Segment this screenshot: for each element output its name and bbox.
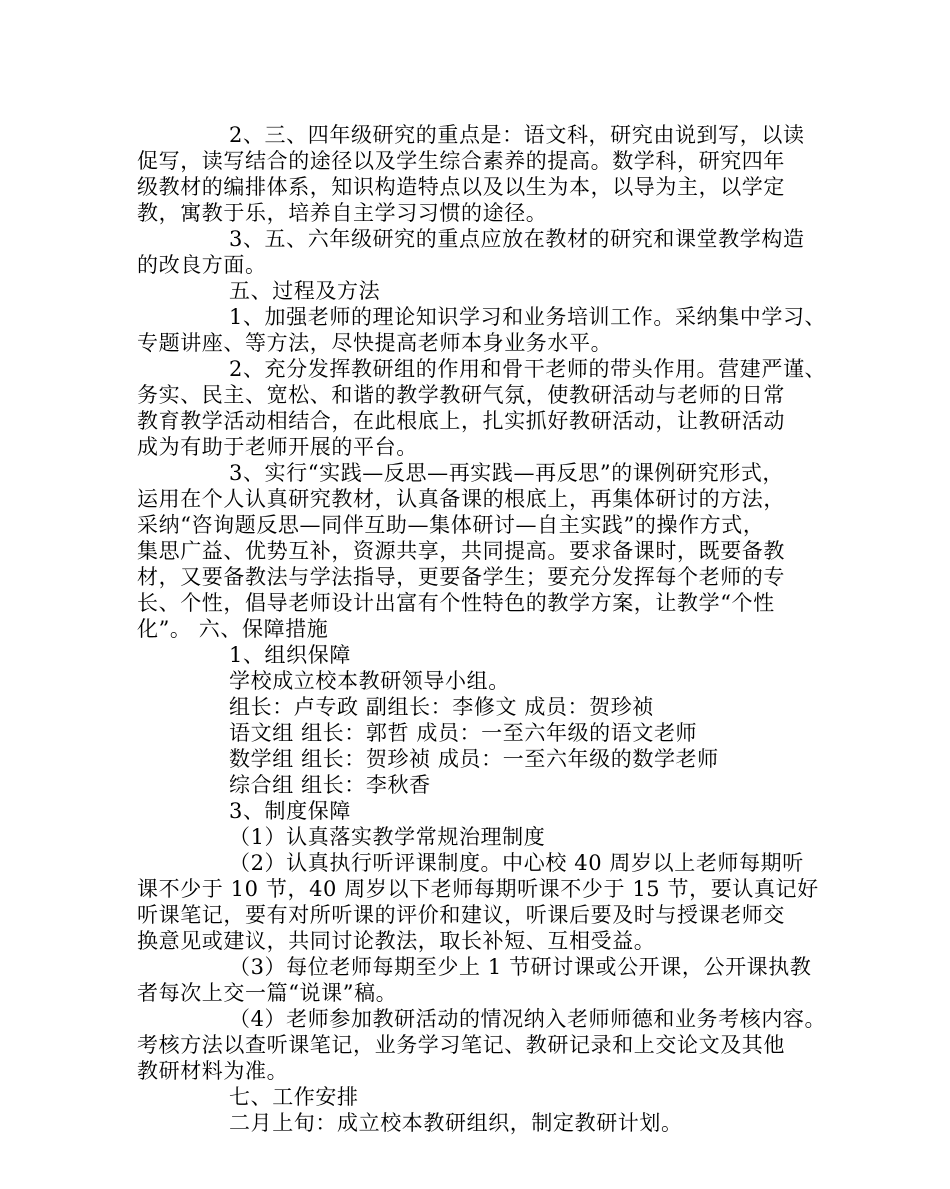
text-line: （1）认真落实教学常规治理制度 xyxy=(229,825,546,849)
text-line: 的改良方面。 xyxy=(137,253,267,277)
text-line: 运用在个人认真研究教材，认真备课的根底上，再集体研讨的方法， xyxy=(137,487,785,511)
text-line: 1、加强老师的理论知识学习和业务培训工作。采纳集中学习、 xyxy=(229,305,827,329)
text-line: 成为有助于老师开展的平台。 xyxy=(137,435,418,459)
text-line: 学校成立校本教研领导小组。 xyxy=(229,669,510,693)
text-line: 集思广益、优势互补，资源共享，共同提高。要求备课时，既要备教 xyxy=(137,539,785,563)
text-line: 3、五、六年级研究的重点应放在教材的研究和课堂教学构造 xyxy=(229,227,805,251)
text-line: （2）认真执行听评课制度。中心校 40 周岁以上老师每期听 xyxy=(229,851,804,875)
text-line: 3、实行“实践—反思—再实践—再反思”的课例研究形式， xyxy=(229,461,785,485)
text-line: 2、三、四年级研究的重点是：语文科，研究由说到写，以读 xyxy=(229,123,805,147)
text-line: （4）老师参加教研活动的情况纳入老师师德和业务考核内容。 xyxy=(229,1007,827,1031)
text-line: 务实、民主、宽松、和谐的教学教研气氛，使教研活动与老师的日常 xyxy=(137,383,785,407)
text-line: 课不少于 10 节，40 周岁以下老师每期听课不少于 15 节，要认真记好 xyxy=(137,877,819,901)
text-line: 长、个性，倡导老师设计出富有个性特色的教学方案，让教学“个性 xyxy=(137,591,775,615)
text-line: 级教材的编排体系，知识构造特点以及以生为本，以导为主，以学定 xyxy=(137,175,785,199)
text-line: 换意见或建议，共同讨论教法，取长补短、互相受益。 xyxy=(137,929,656,953)
text-line: 教育教学活动相结合，在此根底上，扎实抓好教研活动，让教研活动 xyxy=(137,409,785,433)
text-line: 二月上旬：成立校本教研组织，制定教研计划。 xyxy=(229,1111,683,1135)
text-line: 者每次上交一篇“说课”稿。 xyxy=(137,981,398,1005)
text-line: 材，又要备教法与学法指导，更要备学生；要充分发挥每个老师的专 xyxy=(137,565,785,589)
text-line: 化”。 六、保障措施 xyxy=(137,617,329,641)
text-line: 听课笔记，要有对所听课的评价和建议，听课后要及时与授课老师交 xyxy=(137,903,785,927)
section-heading: 七、工作安排 xyxy=(229,1085,359,1109)
text-line: （3）每位老师每期至少上 1 节研讨课或公开课，公开课执教 xyxy=(229,955,812,979)
text-line: 3、制度保障 xyxy=(229,799,351,823)
section-heading: 五、过程及方法 xyxy=(229,279,381,303)
text-line: 教研材料为准。 xyxy=(137,1059,289,1083)
text-line: 1、组织保障 xyxy=(229,643,351,667)
text-line: 组长：卢专政 副组长：李修文 成员：贺珍祯 xyxy=(229,695,654,719)
text-line: 数学组 组长：贺珍祯 成员：一至六年级的数学老师 xyxy=(229,747,719,771)
text-line: 语文组 组长：郭哲 成员：一至六年级的语文老师 xyxy=(229,721,698,745)
text-line: 综合组 组长：李秋香 xyxy=(229,773,431,797)
text-line: 教，寓教于乐，培养自主学习习惯的途径。 xyxy=(137,201,548,225)
text-line: 专题讲座、等方法，尽快提高老师本身业务水平。 xyxy=(137,331,613,355)
text-line: 采纳“咨询题反思—同伴互助—集体研讨—自主实践”的操作方式， xyxy=(137,513,765,537)
text-line: 2、充分发挥教研组的作用和骨干老师的带头作用。营建严谨、 xyxy=(229,357,827,381)
text-line: 促写，读写结合的途径以及学生综合素养的提高。数学科，研究四年 xyxy=(137,149,785,173)
text-line: 考核方法以查听课笔记，业务学习笔记、教研记录和上交论文及其他 xyxy=(137,1033,785,1057)
